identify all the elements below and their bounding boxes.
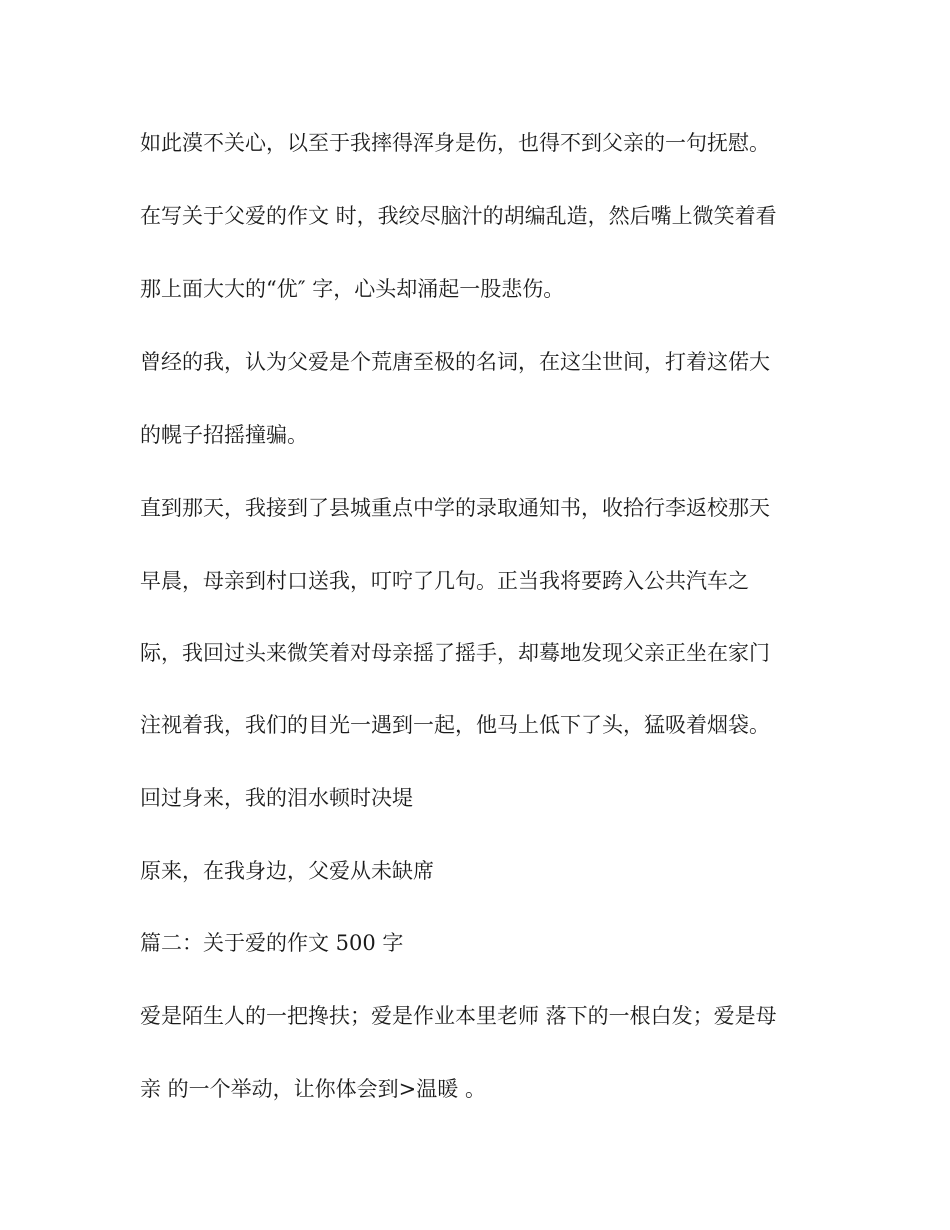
text-line: 在写关于父爱的作文 时，我绞尽脑汁的胡编乱造，然后嘴上微笑着看 <box>140 204 777 228</box>
text-line: 回过身来，我的泪水顿时决堤 <box>140 786 413 810</box>
text-line: 际，我回过头来微笑着对母亲摇了摇手，却蓦地发现父亲正坐在家门 <box>140 641 770 665</box>
section-heading: 篇二：关于爱的作文 500 字 <box>140 931 404 955</box>
text-line: 如此漠不关心，以至于我摔得浑身是伤，也得不到父亲的一句抚慰。 <box>140 131 770 155</box>
text-line: 注视着我，我们的目光一遇到一起，他马上低下了头，猛吸着烟袋。 <box>140 713 770 737</box>
text-line: 那上面大大的“优″ 字，心头却涌起一股悲伤。 <box>140 277 565 301</box>
text-line: 爱是陌生人的一把搀扶；爱是作业本里老师 落下的一根白发；爱是母 <box>140 1004 777 1028</box>
text-line: 直到那天，我接到了县城重点中学的录取通知书，收拾行李返校那天 <box>140 496 770 520</box>
text-line: 曾经的我，认为父爱是个荒唐至极的名词，在这尘世间，打着这偌大 <box>140 350 770 374</box>
text-line: 早晨，母亲到村口送我，叮咛了几句。正当我将要跨入公共汽车之 <box>140 569 749 593</box>
text-line: 亲 的一个举动，让你体会到>温暖 。 <box>140 1077 486 1101</box>
text-line: 的幌子招摇撞骗。 <box>140 423 308 447</box>
text-line: 原来，在我身边，父爱从未缺席 <box>140 859 434 883</box>
